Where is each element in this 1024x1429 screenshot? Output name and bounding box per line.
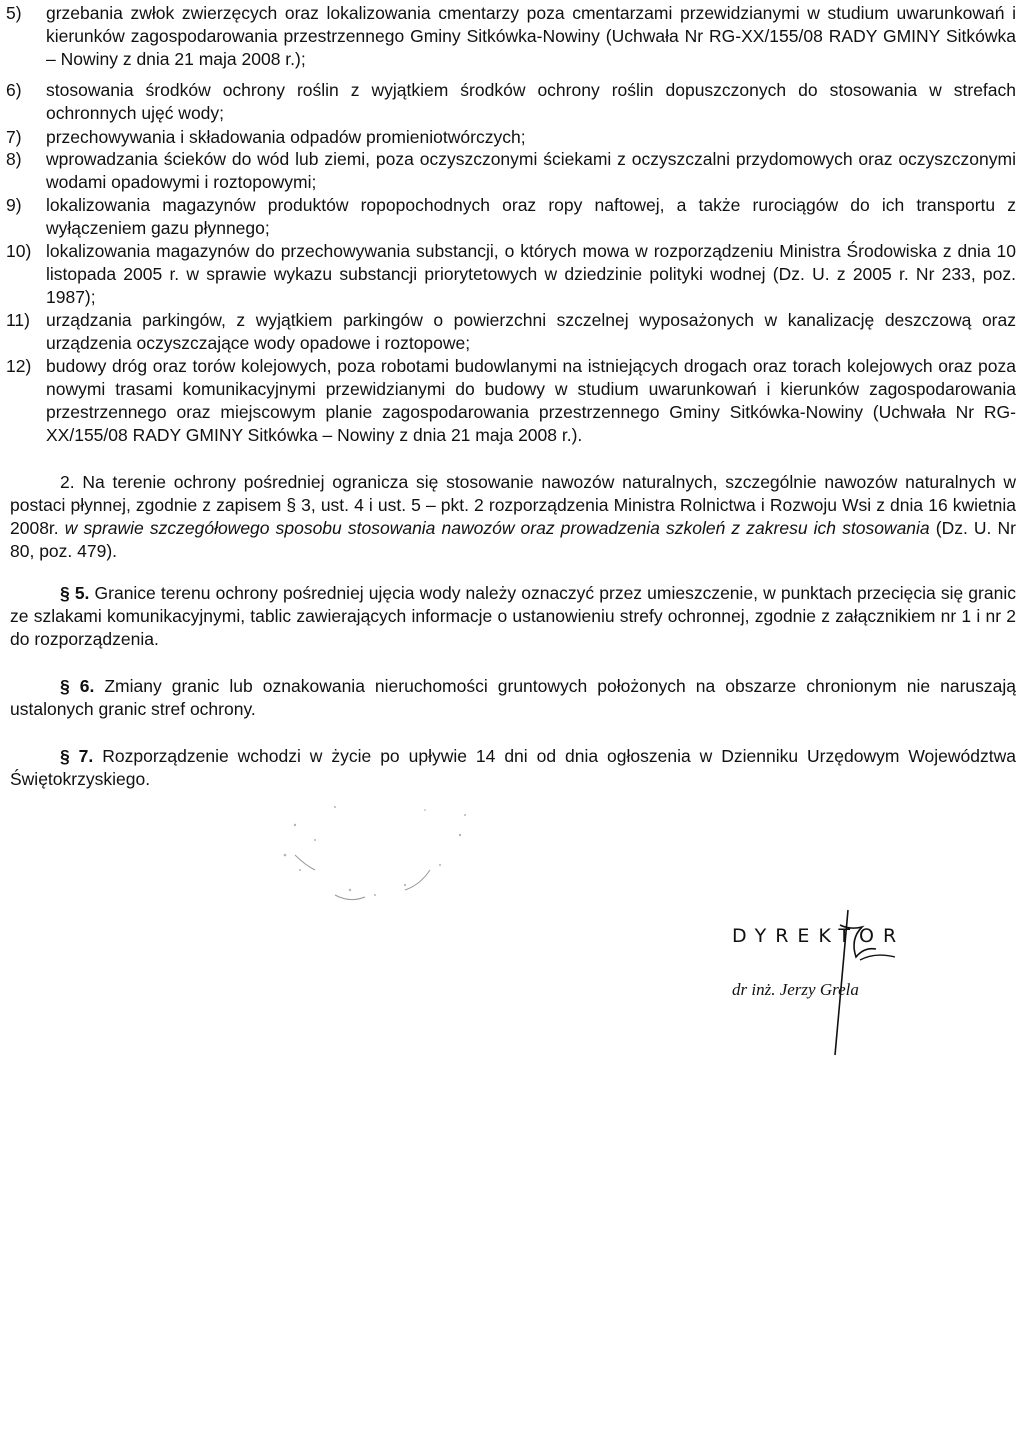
list-item [6,355,1016,447]
paragraph-point-2 [10,471,1016,563]
signature-block [710,905,970,1065]
item-text: urządzania parkingów, z wyjątkiem parkingów o powierzchni szczelnej wyposażonych w kanalizację deszczową oraz urządzenia oczyszczające wody opadowe i roztopowe; [46,310,1016,353]
list-item [6,148,1016,194]
item-text: lokalizowania magazynów produktów ropopochodnych oraz ropy naftowej, a także rurociągów do ich transportu z wyłączeniem gazu płynnego; [46,195,1016,238]
point-number: 2. [60,472,75,492]
section-label: § 5. [60,583,90,603]
item-number: 9) [6,195,22,215]
list-item [6,240,1016,309]
section-text: Zmiany granic lub oznakowania nieruchomości gruntowych położonych na obszarze chronionym nie naruszają ustalonych granic stref ochrony. [10,676,1016,719]
item-number: 10) [6,241,32,261]
section-5 [10,582,1016,651]
list-item [6,79,1016,125]
item-text: wprowadzania ścieków do wód lub ziemi, poza oczyszczonymi ściekami z oczyszczalni przydomowych oraz oczyszczonymi wodami opadowymi i roztopowymi; [46,149,1016,192]
handwritten-signature [710,905,970,1065]
item-text: stosowania środków ochrony roślin z wyjątkiem środków ochrony roślin dopuszczonych do stosowania w strefach ochronnych ujęć wody; [46,80,1016,123]
item-number: 8) [6,149,22,169]
item-text: budowy dróg oraz torów kolejowych, poza robotami budowlanymi na istniejących drogach oraz torach kolejowych oraz poza nowymi trasami komunikacyjnymi przewidzianymi do budowy w studium uwarunkowań i kierunków zagospodarowania przestrzennego oraz miejscowym planie zagospodarowania przestrzennego Gminy Sitkówka-Nowiny (Uchwała Nr RG-XX/155/08 RADY GMINY Sitkówka – Nowiny z dnia 21 maja 2008 r.). [46,356,1016,445]
item-text: lokalizowania magazynów do przechowywania substancji, o których mowa w rozporządzeniu Ministra Środowiska z dnia 10 listopada 2005 r. w sprawie wykazu substancji priorytetowych w dziedzinie polityki wodnej (Dz. U. z 2005 r. Nr 233, poz. 1987); [46,241,1016,307]
item-number: 12) [6,356,32,376]
section-7 [10,745,1016,791]
section-label: § 6. [60,676,95,696]
item-text: grzebania zwłok zwierzęcych oraz lokalizowania cmentarzy poza cmentarzami przewidzianymi w studium uwarunkowań i kierunków zagospodarowania przestrzennego Gminy Sitkówka-Nowiny (Uchwała Nr RG-XX/155/08 RADY GMINY Sitkówka – Nowiny z dnia 21 maja 2008 r.); [46,3,1016,69]
item-number: 11) [6,310,30,330]
point-italic-title: w sprawie szczegółowego sposobu stosowania nawozów oraz prowadzenia szkoleń z zakresu ich stosowania [64,518,930,538]
item-text: przechowywania i składowania odpadów promieniotwórczych; [46,127,526,147]
item-number: 7) [6,127,22,147]
signature-title: DYREKTOR [732,925,906,947]
stamp-residue [255,795,495,915]
section-6 [10,675,1016,721]
list-item [6,2,1016,71]
section-label: § 7. [60,746,94,766]
list-item [6,309,1016,355]
list-item [6,126,1016,149]
point-text: Na terenie ochrony pośredniej ogranicza się stosowanie nawozów naturalnych, szczególnie nawozów naturalnych w postaci płynnej, zgodnie z zapisem § 3, ust. 4 i ust. 5 – pkt. 2 rozporządzenia Ministra Rolnictwa i Rozwoju Wsi z dnia 16 kwietnia 2008r. [10,472,1016,538]
list-item [6,194,1016,240]
section-text: Granice terenu ochrony pośredniej ujęcia wody należy oznaczyć przez umieszczenie, w punktach przecięcia się granic ze szlakami komunikacyjnymi, tablic zawierających informacje o ustanowieniu strefy ochronnej, zgodnie z załącznikiem nr 1 i nr 2 do rozporządzenia. [10,583,1016,649]
item-number: 6) [6,80,22,100]
signature-name: dr inż. Jerzy Grela [732,980,859,999]
item-number: 5) [6,3,22,23]
section-text: Rozporządzenie wchodzi w życie po upływie 14 dni od dnia ogłoszenia w Dzienniku Urzędowym Województwa Świętokrzyskiego. [10,746,1016,789]
point-citation: (Dz. U. Nr 80, poz. 479). [10,518,1016,561]
